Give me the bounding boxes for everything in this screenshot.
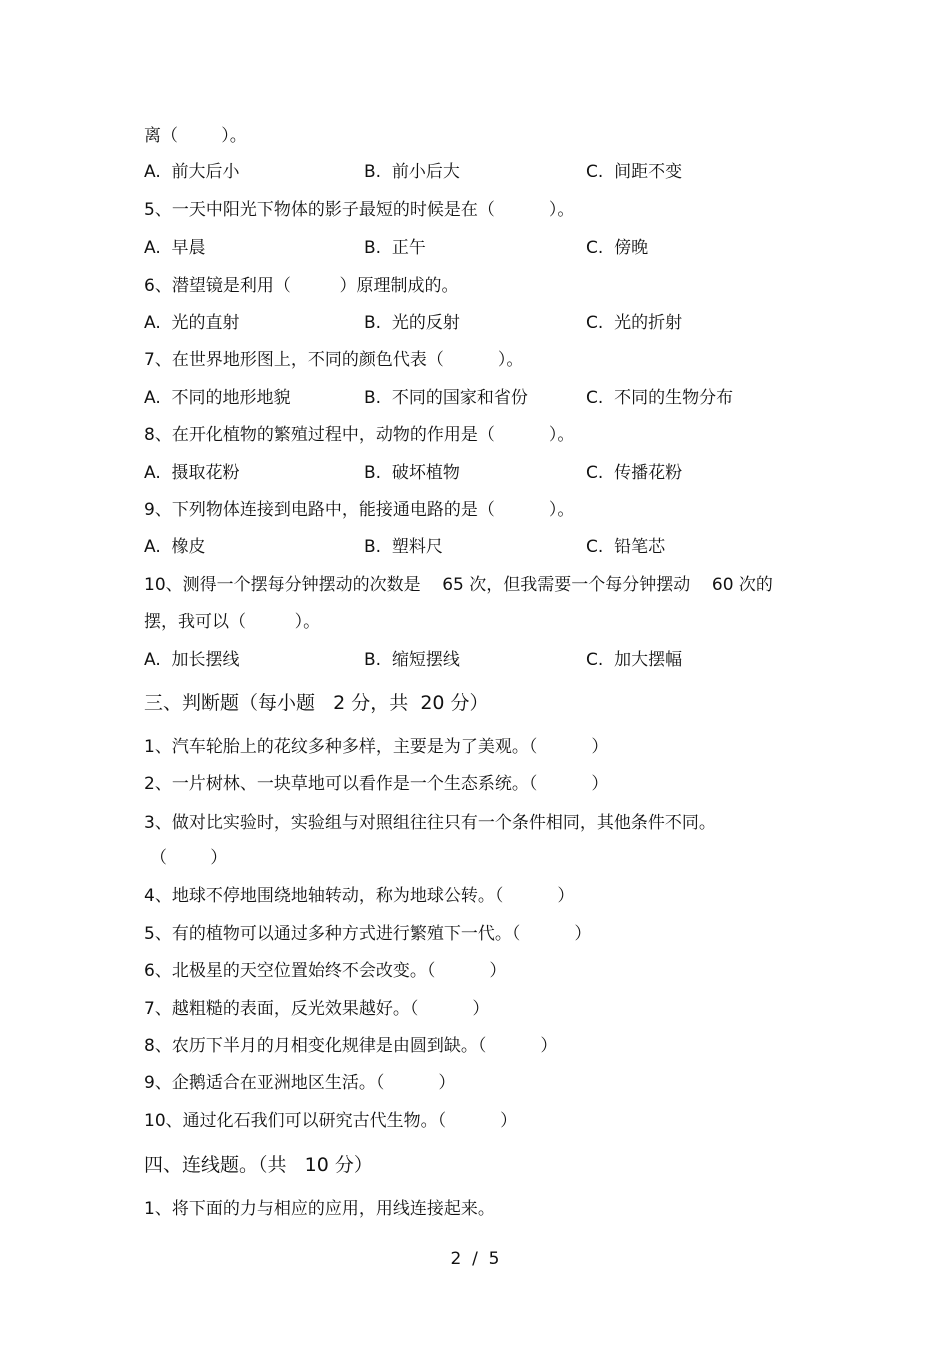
section-3-title: 三、判断题（每小题 2 分，共 20 分）: [144, 692, 489, 714]
option-c: C. 不同的生物分布: [586, 388, 734, 408]
question-6-options: [144, 311, 844, 335]
judge-item-5: 5、有的植物可以通过多种方式进行繁殖下一代。（ ）: [144, 924, 592, 944]
option-c: C. 加大摆幅: [586, 650, 683, 670]
section-4-title: 四、连线题。（共 10 分）: [144, 1154, 373, 1176]
option-c: C. 间距不变: [586, 162, 683, 182]
option-b: B. 塑料尺: [364, 537, 443, 557]
judge-item-2: 2、一片树林、一块草地可以看作是一个生态系统。（ ）: [144, 774, 609, 794]
option-a: A. 光的直射: [144, 313, 240, 333]
question-5-options: [144, 236, 844, 260]
question-10-line-2: 摆，我可以（ ）。: [144, 612, 321, 632]
question-7-options: [144, 386, 844, 410]
option-a: A. 摄取花粉: [144, 463, 240, 483]
option-a: A. 加长摆线: [144, 650, 240, 670]
option-b: B. 光的反射: [364, 313, 460, 333]
question-10-options: [144, 648, 844, 672]
option-b: B. 破坏植物: [364, 463, 460, 483]
judge-item-3: 3、做对比实验时，实验组与对照组往往只有一个条件相同，其他条件不同。: [144, 813, 716, 833]
option-b: B. 缩短摆线: [364, 650, 460, 670]
judge-item-10: 10、通过化石我们可以研究古代生物。（ ）: [144, 1111, 518, 1131]
question-4-options: [144, 160, 844, 184]
judge-item-6: 6、北极星的天空位置始终不会改变。（ ）: [144, 961, 507, 981]
option-c: C. 傍晚: [586, 238, 649, 258]
matching-item-1: 1、将下面的力与相应的应用，用线连接起来。: [144, 1199, 495, 1219]
option-a: A. 早晨: [144, 238, 206, 258]
question-4-tail: 离（ ）。: [144, 126, 247, 146]
option-a: A. 前大后小: [144, 162, 240, 182]
question-7: 7、在世界地形图上，不同的颜色代表（ ）。: [144, 350, 524, 370]
judge-item-8: 8、农历下半月的月相变化规律是由圆到缺。（ ）: [144, 1036, 558, 1056]
judge-item-4: 4、地球不停地围绕地轴转动，称为地球公转。（ ）: [144, 886, 575, 906]
page-number: 2 / 5: [450, 1249, 500, 1269]
judge-item-1: 1、汽车轮胎上的花纹多种多样，主要是为了美观。（ ）: [144, 737, 609, 757]
judge-item-7: 7、越粗糙的表面，反光效果越好。（ ）: [144, 999, 490, 1019]
option-b: B. 不同的国家和省份: [364, 388, 528, 408]
option-a: A. 不同的地形地貌: [144, 388, 291, 408]
judge-item-3-blank: （ ）: [150, 848, 228, 868]
question-5: 5、一天中阳光下物体的影子最短的时候是在（ ）。: [144, 200, 575, 220]
question-8-options: [144, 461, 844, 485]
question-8: 8、在开化植物的繁殖过程中，动物的作用是（ ）。: [144, 425, 575, 445]
option-b: B. 前小后大: [364, 162, 460, 182]
question-9-options: [144, 535, 844, 559]
question-10-line-1: 10、测得一个摆每分钟摆动的次数是 65 次，但我需要一个每分钟摆动 60 次的: [144, 575, 773, 595]
option-c: C. 光的折射: [586, 313, 683, 333]
question-9: 9、下列物体连接到电路中，能接通电路的是（ ）。: [144, 500, 575, 520]
option-a: A. 橡皮: [144, 537, 206, 557]
option-c: C. 铅笔芯: [586, 537, 666, 557]
option-c: C. 传播花粉: [586, 463, 683, 483]
option-b: B. 正午: [364, 238, 426, 258]
question-6: 6、潜望镜是利用（ ）原理制成的。: [144, 276, 459, 296]
judge-item-9: 9、企鹅适合在亚洲地区生活。（ ）: [144, 1073, 456, 1093]
